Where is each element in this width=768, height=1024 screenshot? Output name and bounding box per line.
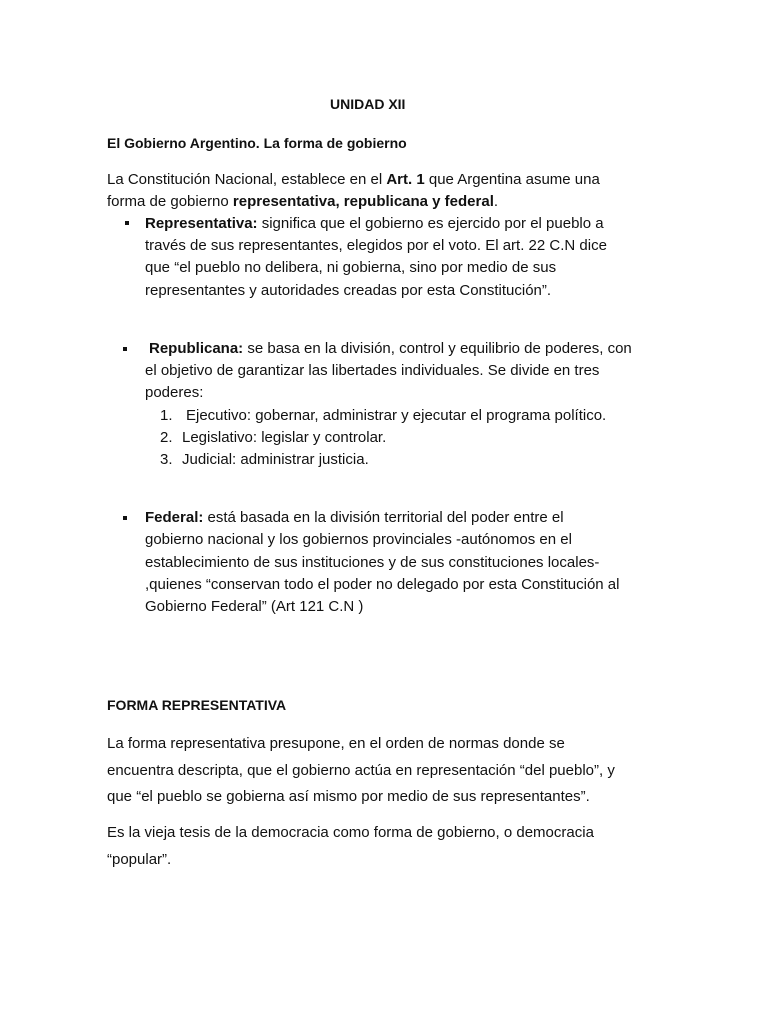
intro-text: que Argentina asume una (424, 171, 600, 188)
list-number: 3. (160, 451, 173, 468)
representativa-line-1 (145, 213, 604, 235)
republicana-term: Republicana: (149, 340, 244, 357)
republicana-line-1 (149, 338, 632, 360)
federal-line-3: establecimiento de sus instituciones y de sus constituciones locales- (145, 554, 600, 571)
section-heading: FORMA REPRESENTATIVA (107, 697, 287, 713)
representativa-text: significa que el gobierno es ejercido por el pueblo a (257, 215, 604, 232)
federal-line-5: Gobierno Federal” (Art 121 C.N ) (145, 598, 364, 615)
intro-text: forma de gobierno (107, 193, 233, 210)
paragraph-line: “popular”. (107, 851, 172, 868)
representativa-line-3: que “el pueblo no delibera, ni gobierna, sino por medio de sus (145, 259, 557, 276)
list-item-ejecutivo: Ejecutivo: gobernar, administrar y ejecutar el programa político. (186, 407, 607, 424)
federal-text: está basada en la división territorial del poder entre el (203, 509, 564, 526)
paragraph-line: encuentra descripta, que el gobierno actúa en representación “del pueblo”, y (107, 762, 615, 779)
paragraph-line: que “el pueblo se gobierna así mismo por medio de sus representantes”. (107, 788, 590, 805)
federal-line-1 (145, 507, 564, 529)
representativa-line-2: través de sus representantes, elegidos por el voto. El art. 22 C.N dice (145, 237, 607, 254)
page-subtitle: El Gobierno Argentino. La forma de gobierno (107, 135, 407, 151)
federal-term: Federal: (145, 509, 204, 526)
intro-line-1 (107, 169, 600, 191)
republicana-line-3: poderes: (145, 384, 204, 401)
paragraph-line: La forma representativa presupone, en el orden de normas donde se (107, 735, 565, 752)
list-number: 1. (160, 407, 173, 424)
intro-emphasis: representativa, republicana y federal (232, 193, 494, 210)
intro-line-2 (107, 191, 498, 213)
federal-line-2: gobierno nacional y los gobiernos provinciales -autónomos en el (145, 531, 572, 548)
republicana-line-2: el objetivo de garantizar las libertades individuales. Se divide en tres (145, 362, 600, 379)
list-item-judicial: Judicial: administrar justicia. (182, 451, 369, 468)
representativa-term: Representativa: (145, 215, 258, 232)
federal-line-4: ,quienes “conservan todo el poder no delegado por esta Constitución al (145, 576, 620, 593)
intro-text: . (493, 193, 499, 210)
list-item-legislativo: Legislativo: legislar y controlar. (182, 429, 387, 446)
list-number: 2. (160, 429, 173, 446)
paragraph-line: Es la vieja tesis de la democracia como forma de gobierno, o democracia (107, 824, 594, 841)
unit-title: UNIDAD XII (330, 96, 406, 112)
representativa-line-4: representantes y autoridades creadas por esta Constitución”. (145, 282, 552, 299)
bullet-icon (123, 347, 127, 351)
bullet-icon (123, 516, 127, 520)
bullet-icon (125, 221, 129, 225)
republicana-text: se basa en la división, control y equilibrio de poderes, con (243, 340, 632, 357)
intro-text: La Constitución Nacional, establece en el (107, 171, 387, 188)
intro-article-ref: Art. 1 (386, 171, 425, 188)
